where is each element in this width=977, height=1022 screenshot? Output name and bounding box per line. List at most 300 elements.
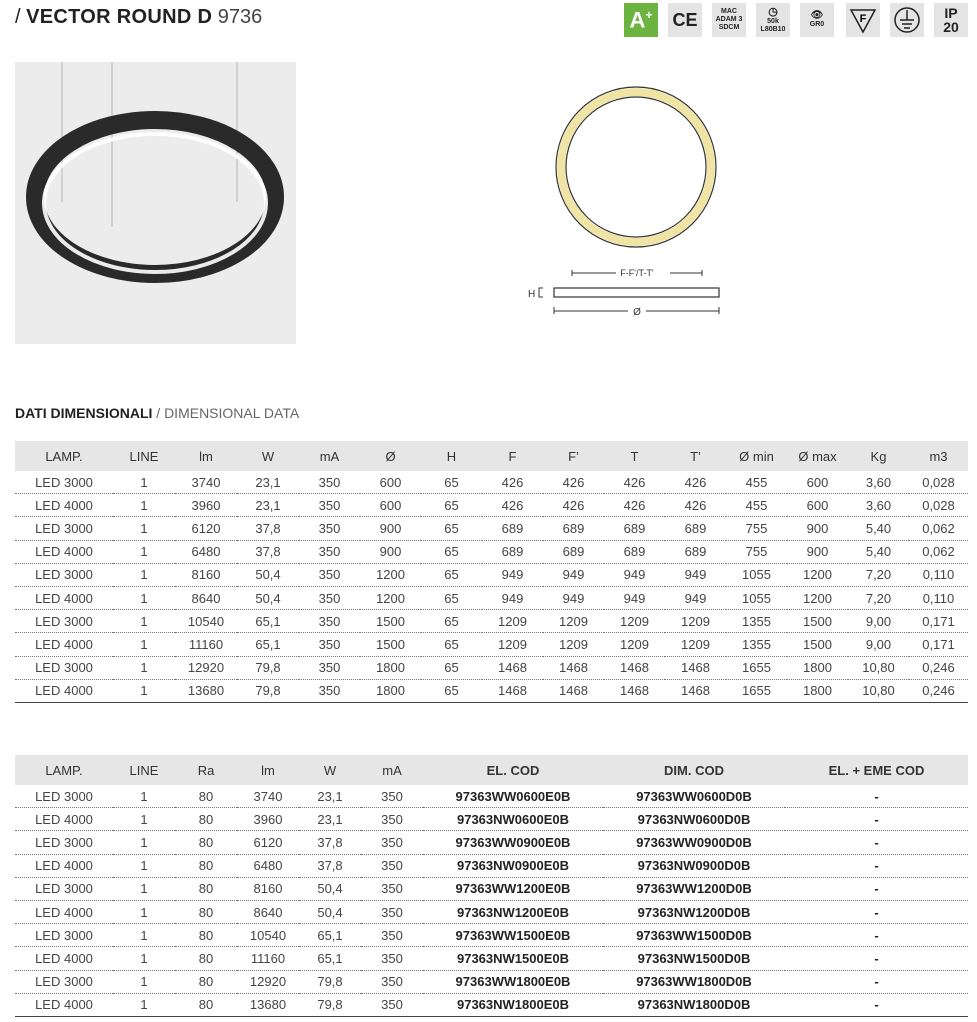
ring-luminaire-image xyxy=(15,62,296,344)
table-cell: 50,4 xyxy=(237,586,299,609)
table-cell: 37,8 xyxy=(237,540,299,563)
ring-outline-drawing xyxy=(520,80,740,330)
table-cell: 80 xyxy=(175,831,237,854)
table-cell: 1 xyxy=(113,471,175,494)
table-cell: 900 xyxy=(787,540,848,563)
column-header: Ø xyxy=(360,441,421,471)
table-cell: 37,8 xyxy=(237,517,299,540)
table-cell: 65 xyxy=(421,610,482,633)
ground-symbol-icon xyxy=(892,5,922,35)
table-row xyxy=(15,808,968,831)
table-cell: 1468 xyxy=(543,679,604,702)
table-cell: 97363WW1500D0B xyxy=(603,924,785,947)
table-cell: 65 xyxy=(421,517,482,540)
table-cell: LED 4000 xyxy=(15,854,113,877)
table-cell: 50,4 xyxy=(299,877,361,900)
table-row xyxy=(15,586,968,609)
table-cell: 1468 xyxy=(604,679,665,702)
table-row xyxy=(15,610,968,633)
table-cell: 1200 xyxy=(787,586,848,609)
table-cell: 1468 xyxy=(482,656,543,679)
table-cell: 97363NW1200E0B xyxy=(423,900,603,923)
table-cell: 350 xyxy=(361,831,423,854)
table-row xyxy=(15,900,968,923)
table-cell: LED 4000 xyxy=(15,947,113,970)
table-cell: 426 xyxy=(543,494,604,517)
table-cell: 600 xyxy=(787,494,848,517)
table-cell: 949 xyxy=(665,586,726,609)
ip-rating-icon: IP 20 xyxy=(934,3,968,37)
table-cell: - xyxy=(785,877,968,900)
table-cell: 1 xyxy=(113,808,175,831)
column-header: lm xyxy=(237,755,299,785)
table-cell: 7,20 xyxy=(848,586,909,609)
table-cell: 50,4 xyxy=(237,563,299,586)
column-header: W xyxy=(299,755,361,785)
table-cell: 12920 xyxy=(237,970,299,993)
table-cell: 0,246 xyxy=(909,656,968,679)
table-cell: 80 xyxy=(175,854,237,877)
table-cell: 5,40 xyxy=(848,540,909,563)
table-cell: - xyxy=(785,970,968,993)
table-cell: 1209 xyxy=(665,610,726,633)
table-cell: 1468 xyxy=(604,656,665,679)
table-cell: 23,1 xyxy=(299,785,361,808)
table-cell: 8160 xyxy=(237,877,299,900)
product-photo xyxy=(15,62,296,344)
table-cell: - xyxy=(785,785,968,808)
table-cell: 97363NW1800D0B xyxy=(603,993,785,1016)
table-cell: 1355 xyxy=(726,633,787,656)
table-cell: - xyxy=(785,831,968,854)
table-cell: 9,00 xyxy=(848,610,909,633)
ground-icon xyxy=(890,3,924,37)
table-cell: 97363WW1500E0B xyxy=(423,924,603,947)
table-cell: 1 xyxy=(113,517,175,540)
table-cell: 65 xyxy=(421,586,482,609)
table-cell: 13680 xyxy=(237,993,299,1016)
table-cell: 97363NW0600D0B xyxy=(603,808,785,831)
table-cell: 1800 xyxy=(787,679,848,702)
table-cell: 1 xyxy=(113,633,175,656)
table-cell: 1209 xyxy=(665,633,726,656)
column-header: mA xyxy=(299,441,360,471)
column-header: F’ xyxy=(543,441,604,471)
table-cell: 97363NW1500D0B xyxy=(603,947,785,970)
column-header: mA xyxy=(361,755,423,785)
table-cell: 65 xyxy=(421,656,482,679)
table-cell: 350 xyxy=(361,924,423,947)
table-cell: 3,60 xyxy=(848,471,909,494)
table-cell: 79,8 xyxy=(299,970,361,993)
table-cell: 949 xyxy=(543,586,604,609)
table-cell: 65 xyxy=(421,679,482,702)
table-row xyxy=(15,517,968,540)
table-cell: 455 xyxy=(726,471,787,494)
table-cell: 10,80 xyxy=(848,656,909,679)
table-cell: 97363WW0600E0B xyxy=(423,785,603,808)
table-cell: LED 4000 xyxy=(15,679,113,702)
table-cell: 350 xyxy=(299,656,360,679)
table-cell: 0,062 xyxy=(909,517,968,540)
table-cell: 3,60 xyxy=(848,494,909,517)
table-cell: 689 xyxy=(604,540,665,563)
f-mark-icon xyxy=(846,3,880,37)
table-cell: 1 xyxy=(113,540,175,563)
table-cell: 1800 xyxy=(787,656,848,679)
column-header: Ra xyxy=(175,755,237,785)
table-cell: 65 xyxy=(421,563,482,586)
section-title xyxy=(15,405,299,421)
table-cell: 1655 xyxy=(726,679,787,702)
technical-drawing xyxy=(520,80,740,330)
dim-f-label: F-F'/T-T' xyxy=(620,268,654,278)
table-cell: 1355 xyxy=(726,610,787,633)
table-cell: 455 xyxy=(726,494,787,517)
column-header: T xyxy=(604,441,665,471)
table-cell: 1055 xyxy=(726,586,787,609)
section-title-it: DATI DIMENSIONALI xyxy=(15,405,153,421)
table-cell: 3740 xyxy=(237,785,299,808)
table-cell: 1500 xyxy=(360,610,421,633)
column-header: LINE xyxy=(113,755,175,785)
table-row xyxy=(15,679,968,702)
table-cell: 37,8 xyxy=(299,831,361,854)
table-row xyxy=(15,877,968,900)
table-cell: 600 xyxy=(787,471,848,494)
table-cell: 80 xyxy=(175,877,237,900)
table-cell: 1468 xyxy=(665,679,726,702)
table-cell: 1 xyxy=(113,586,175,609)
table-cell: 97363WW0600D0B xyxy=(603,785,785,808)
table-cell: 23,1 xyxy=(299,808,361,831)
table-cell: 426 xyxy=(482,494,543,517)
table-cell: 8640 xyxy=(175,586,237,609)
table-cell: 350 xyxy=(361,993,423,1016)
table-cell: 949 xyxy=(604,563,665,586)
table-cell: 689 xyxy=(543,517,604,540)
section-title-en: / DIMENSIONAL DATA xyxy=(156,405,300,421)
table-cell: 80 xyxy=(175,808,237,831)
table-cell: 1468 xyxy=(543,656,604,679)
table-cell: - xyxy=(785,900,968,923)
table-cell: 80 xyxy=(175,970,237,993)
table-row xyxy=(15,993,968,1016)
column-header: LAMP. xyxy=(15,441,113,471)
table-cell: 97363NW0600E0B xyxy=(423,808,603,831)
table-cell: 79,8 xyxy=(237,679,299,702)
table-cell: 97363WW1200E0B xyxy=(423,877,603,900)
table-row xyxy=(15,540,968,563)
table-cell: 11160 xyxy=(237,947,299,970)
table-cell: 0,171 xyxy=(909,633,968,656)
table-cell: 900 xyxy=(360,540,421,563)
table-cell: 0,110 xyxy=(909,563,968,586)
table-cell: 1209 xyxy=(482,633,543,656)
table-cell: 426 xyxy=(482,471,543,494)
table-cell: 0,246 xyxy=(909,679,968,702)
table-row xyxy=(15,854,968,877)
table-cell: 600 xyxy=(360,494,421,517)
table-cell: LED 3000 xyxy=(15,610,113,633)
table-cell: 80 xyxy=(175,785,237,808)
f-triangle-icon xyxy=(848,5,878,35)
macadam-icon: MAC ADAM 3 SDCM xyxy=(712,3,746,37)
table-cell: 97363WW1800E0B xyxy=(423,970,603,993)
table-cell: 97363NW1200D0B xyxy=(603,900,785,923)
table-cell: LED 3000 xyxy=(15,831,113,854)
table-cell: 689 xyxy=(665,517,726,540)
table-cell: 6120 xyxy=(237,831,299,854)
table-cell: 949 xyxy=(482,586,543,609)
table-cell: 8640 xyxy=(237,900,299,923)
ce-mark-icon: CE xyxy=(668,3,702,37)
table-cell: 3960 xyxy=(237,808,299,831)
table-cell: 1 xyxy=(113,877,175,900)
column-header: Kg xyxy=(848,441,909,471)
table-cell: 350 xyxy=(299,586,360,609)
table-row xyxy=(15,785,968,808)
table-cell: 426 xyxy=(604,471,665,494)
table-cell: 1 xyxy=(113,563,175,586)
table-cell: 6120 xyxy=(175,517,237,540)
table-cell: 97363WW1200D0B xyxy=(603,877,785,900)
table-cell: 1209 xyxy=(543,633,604,656)
table-cell: 1209 xyxy=(604,633,665,656)
table-cell: 79,8 xyxy=(237,656,299,679)
table-cell: 97363WW1800D0B xyxy=(603,970,785,993)
table-cell: LED 3000 xyxy=(15,877,113,900)
table-row xyxy=(15,924,968,947)
table-cell: 1 xyxy=(113,854,175,877)
table-cell: 7,20 xyxy=(848,563,909,586)
column-header: lm xyxy=(175,441,237,471)
table-cell: 350 xyxy=(361,900,423,923)
table-cell: 350 xyxy=(361,808,423,831)
table-header-row xyxy=(15,755,968,785)
table-cell: 13680 xyxy=(175,679,237,702)
table-cell: 689 xyxy=(482,517,543,540)
product-code: 9736 xyxy=(217,6,263,28)
column-header: W xyxy=(237,441,299,471)
table-cell: 689 xyxy=(543,540,604,563)
table-cell: 97363NW1800E0B xyxy=(423,993,603,1016)
table-cell: 80 xyxy=(175,924,237,947)
table-cell: 6480 xyxy=(237,854,299,877)
table-cell: 949 xyxy=(604,586,665,609)
table-cell: 755 xyxy=(726,517,787,540)
table-cell: 79,8 xyxy=(299,993,361,1016)
table-cell: 1 xyxy=(113,924,175,947)
column-header: m3 xyxy=(909,441,968,471)
table-row xyxy=(15,563,968,586)
table-cell: 10,80 xyxy=(848,679,909,702)
column-header: LINE xyxy=(113,441,175,471)
column-header: LAMP. xyxy=(15,755,113,785)
table-cell: 350 xyxy=(299,610,360,633)
table-row xyxy=(15,831,968,854)
table-cell: - xyxy=(785,993,968,1016)
table-cell: LED 3000 xyxy=(15,970,113,993)
table-cell: 350 xyxy=(361,970,423,993)
table-cell: 1 xyxy=(113,831,175,854)
table-cell: 1209 xyxy=(543,610,604,633)
table-cell: 80 xyxy=(175,993,237,1016)
table-cell: 1200 xyxy=(360,563,421,586)
table-cell: 0,028 xyxy=(909,471,968,494)
table-cell: 1 xyxy=(113,656,175,679)
product-name: VECTOR ROUND D xyxy=(26,6,213,28)
table-cell: 12920 xyxy=(175,656,237,679)
table-cell: 1055 xyxy=(726,563,787,586)
table-cell: 8160 xyxy=(175,563,237,586)
table-cell: 350 xyxy=(299,633,360,656)
table-cell: 65,1 xyxy=(299,924,361,947)
table-cell: 23,1 xyxy=(237,494,299,517)
table-cell: 0,062 xyxy=(909,540,968,563)
table-cell: 37,8 xyxy=(299,854,361,877)
table-cell: LED 3000 xyxy=(15,924,113,947)
table-cell: 11160 xyxy=(175,633,237,656)
table-row xyxy=(15,494,968,517)
table-cell: LED 4000 xyxy=(15,993,113,1016)
table-cell: - xyxy=(785,947,968,970)
table-cell: 426 xyxy=(543,471,604,494)
table-cell: 80 xyxy=(175,900,237,923)
table-cell: 1200 xyxy=(360,586,421,609)
table-cell: 3960 xyxy=(175,494,237,517)
table-cell: - xyxy=(785,854,968,877)
table-cell: 1500 xyxy=(360,633,421,656)
table-cell: 350 xyxy=(361,785,423,808)
table-row xyxy=(15,471,968,494)
table-cell: LED 3000 xyxy=(15,471,113,494)
table-cell: 1655 xyxy=(726,656,787,679)
table-cell: 1800 xyxy=(360,679,421,702)
dim-h-label: H xyxy=(528,289,536,300)
table-row xyxy=(15,970,968,993)
photobiological-icon: 👁 GR0 xyxy=(800,3,834,37)
table-cell: 1800 xyxy=(360,656,421,679)
table-cell: 0,028 xyxy=(909,494,968,517)
table-cell: 949 xyxy=(665,563,726,586)
table-cell: 97363NW0900D0B xyxy=(603,854,785,877)
table-cell: 97363NW1500E0B xyxy=(423,947,603,970)
table-cell: 350 xyxy=(299,471,360,494)
table-cell: 350 xyxy=(299,679,360,702)
table-cell: LED 3000 xyxy=(15,785,113,808)
column-header: T’ xyxy=(665,441,726,471)
column-header: F xyxy=(482,441,543,471)
table-cell: 1 xyxy=(113,970,175,993)
table-cell: 350 xyxy=(299,540,360,563)
svg-text:F: F xyxy=(859,13,867,25)
page-title xyxy=(15,6,262,29)
table-cell: 9,00 xyxy=(848,633,909,656)
table-cell: 426 xyxy=(665,494,726,517)
column-header: EL. COD xyxy=(423,755,603,785)
table-cell: 1209 xyxy=(604,610,665,633)
table-cell: 600 xyxy=(360,471,421,494)
table-cell: 1 xyxy=(113,947,175,970)
column-header: Ø min xyxy=(726,441,787,471)
table-cell: 1 xyxy=(113,900,175,923)
table-cell: - xyxy=(785,808,968,831)
table-row xyxy=(15,947,968,970)
table-cell: 3740 xyxy=(175,471,237,494)
table-cell: 5,40 xyxy=(848,517,909,540)
table-cell: 65 xyxy=(421,471,482,494)
table-cell: 900 xyxy=(787,517,848,540)
lifetime-icon: ◷ 50k L80B10 xyxy=(756,3,790,37)
table-cell: 350 xyxy=(299,563,360,586)
table-cell: 1468 xyxy=(665,656,726,679)
table-cell: 1 xyxy=(113,993,175,1016)
table-cell: - xyxy=(785,924,968,947)
table-cell: 689 xyxy=(665,540,726,563)
table-cell: LED 4000 xyxy=(15,633,113,656)
table-cell: LED 4000 xyxy=(15,494,113,517)
table-header-row xyxy=(15,441,968,471)
table-cell: LED 3000 xyxy=(15,656,113,679)
title-slash: / xyxy=(15,6,21,28)
table-cell: 1 xyxy=(113,494,175,517)
table-cell: 1 xyxy=(113,785,175,808)
table-cell: 65 xyxy=(421,494,482,517)
table-cell: 65,1 xyxy=(299,947,361,970)
table-cell: 80 xyxy=(175,947,237,970)
table-cell: 97363NW0900E0B xyxy=(423,854,603,877)
table-cell: LED 3000 xyxy=(15,563,113,586)
table-cell: LED 4000 xyxy=(15,540,113,563)
table-cell: 1500 xyxy=(787,633,848,656)
table-cell: 350 xyxy=(299,494,360,517)
table-cell: 689 xyxy=(482,540,543,563)
table-cell: LED 3000 xyxy=(15,517,113,540)
table-cell: 50,4 xyxy=(299,900,361,923)
table-cell: 65 xyxy=(421,540,482,563)
table-cell: 0,171 xyxy=(909,610,968,633)
table-row xyxy=(15,633,968,656)
table-cell: 755 xyxy=(726,540,787,563)
table-cell: 350 xyxy=(361,877,423,900)
table-cell: 23,1 xyxy=(237,471,299,494)
energy-class-icon: A+ xyxy=(624,3,658,37)
table-cell: LED 4000 xyxy=(15,808,113,831)
table-cell: 1 xyxy=(113,679,175,702)
table-cell: 350 xyxy=(361,947,423,970)
table-cell: 97363WW0900E0B xyxy=(423,831,603,854)
table-cell: 1 xyxy=(113,610,175,633)
table-cell: 426 xyxy=(604,494,665,517)
table-cell: 0,110 xyxy=(909,586,968,609)
table-cell: 949 xyxy=(543,563,604,586)
table-cell: 65 xyxy=(421,633,482,656)
column-header: EL. + EME COD xyxy=(785,755,968,785)
table-cell: 10540 xyxy=(237,924,299,947)
table-cell: 350 xyxy=(361,854,423,877)
table-cell: 689 xyxy=(604,517,665,540)
table-cell: 1209 xyxy=(482,610,543,633)
column-header: DIM. COD xyxy=(603,755,785,785)
table-cell: 900 xyxy=(360,517,421,540)
table-cell: 65,1 xyxy=(237,633,299,656)
table-cell: LED 4000 xyxy=(15,586,113,609)
table-cell: LED 4000 xyxy=(15,900,113,923)
table-cell: 350 xyxy=(299,517,360,540)
table-cell: 97363WW0900D0B xyxy=(603,831,785,854)
table-cell: 1200 xyxy=(787,563,848,586)
